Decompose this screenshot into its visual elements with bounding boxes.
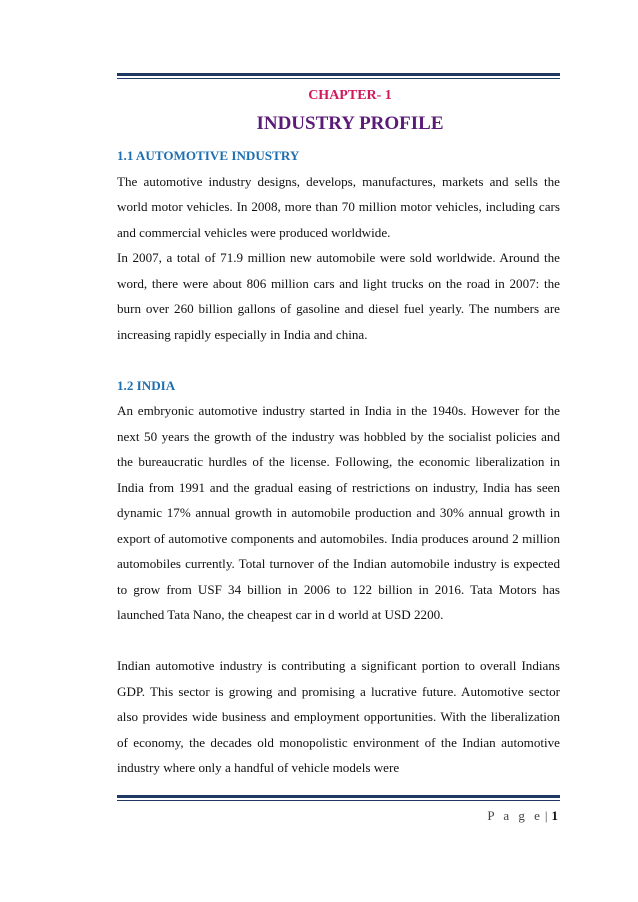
paragraph: The automotive industry designs, develops, manufactures, markets and sells the world motor vehicles. In 2008, more than 70 million motor vehicles, including cars and commercial vehicles were produced worldwide. — [117, 173, 560, 240]
page-number: 1 — [551, 808, 558, 823]
document-body — [117, 143, 560, 781]
paragraph: In 2007, a total of 71.9 million new automobile were sold worldwide. Around the word, there were about 806 million cars and light trucks on the road in 2007: the burn over 260 billion gallons of gasoline and diesel fuel yearly. The numbers are increasing rapidly especially in India and china. — [117, 250, 560, 342]
paragraph-spacer — [117, 347, 560, 373]
page-title: INDUSTRY PROFILE — [256, 113, 444, 134]
header-rule — [117, 73, 560, 79]
paragraph: An embryonic automotive industry started in India in the 1940s. However for the next 50 years the growth of the industry was hobbled by the socialist policies and the bureaucratic hurdles of the license. Following, the economic liberalization in India from 1991 and the gradual easing of restrictions on industry, India has seen dynamic 17% annual growth in automobile production and 30% annual growth in export of automotive components and automobiles. India produces around 2 million automobiles currently. Total turnover of the Indian automobile industry is expected to grow from USF 34 billion in 2006 to 122 billion in 2016. Tata Motors has launched Tata Nano, the cheapest car in d world at USD 2200. — [117, 403, 560, 622]
page-footer — [487, 808, 558, 824]
page-separator: | — [544, 808, 548, 823]
section-heading-automotive: 1.1 AUTOMOTIVE INDUSTRY — [117, 148, 300, 163]
footer-rule — [117, 795, 560, 801]
chapter-label: CHAPTER- 1 — [308, 88, 392, 103]
page-label: P a g e — [487, 808, 543, 823]
paragraph-spacer — [117, 628, 560, 654]
section-heading-india: 1.2 INDIA — [117, 377, 176, 393]
paragraph: Indian automotive industry is contributing a significant portion to overall Indians GDP. This sector is growing and promising a lucrative future. Automotive sector also provides wide business and employment opportunities. With the liberalization of economy, the decades old monopolistic environment of the Indian automotive industry where only a handful of vehicle models were — [117, 658, 560, 775]
